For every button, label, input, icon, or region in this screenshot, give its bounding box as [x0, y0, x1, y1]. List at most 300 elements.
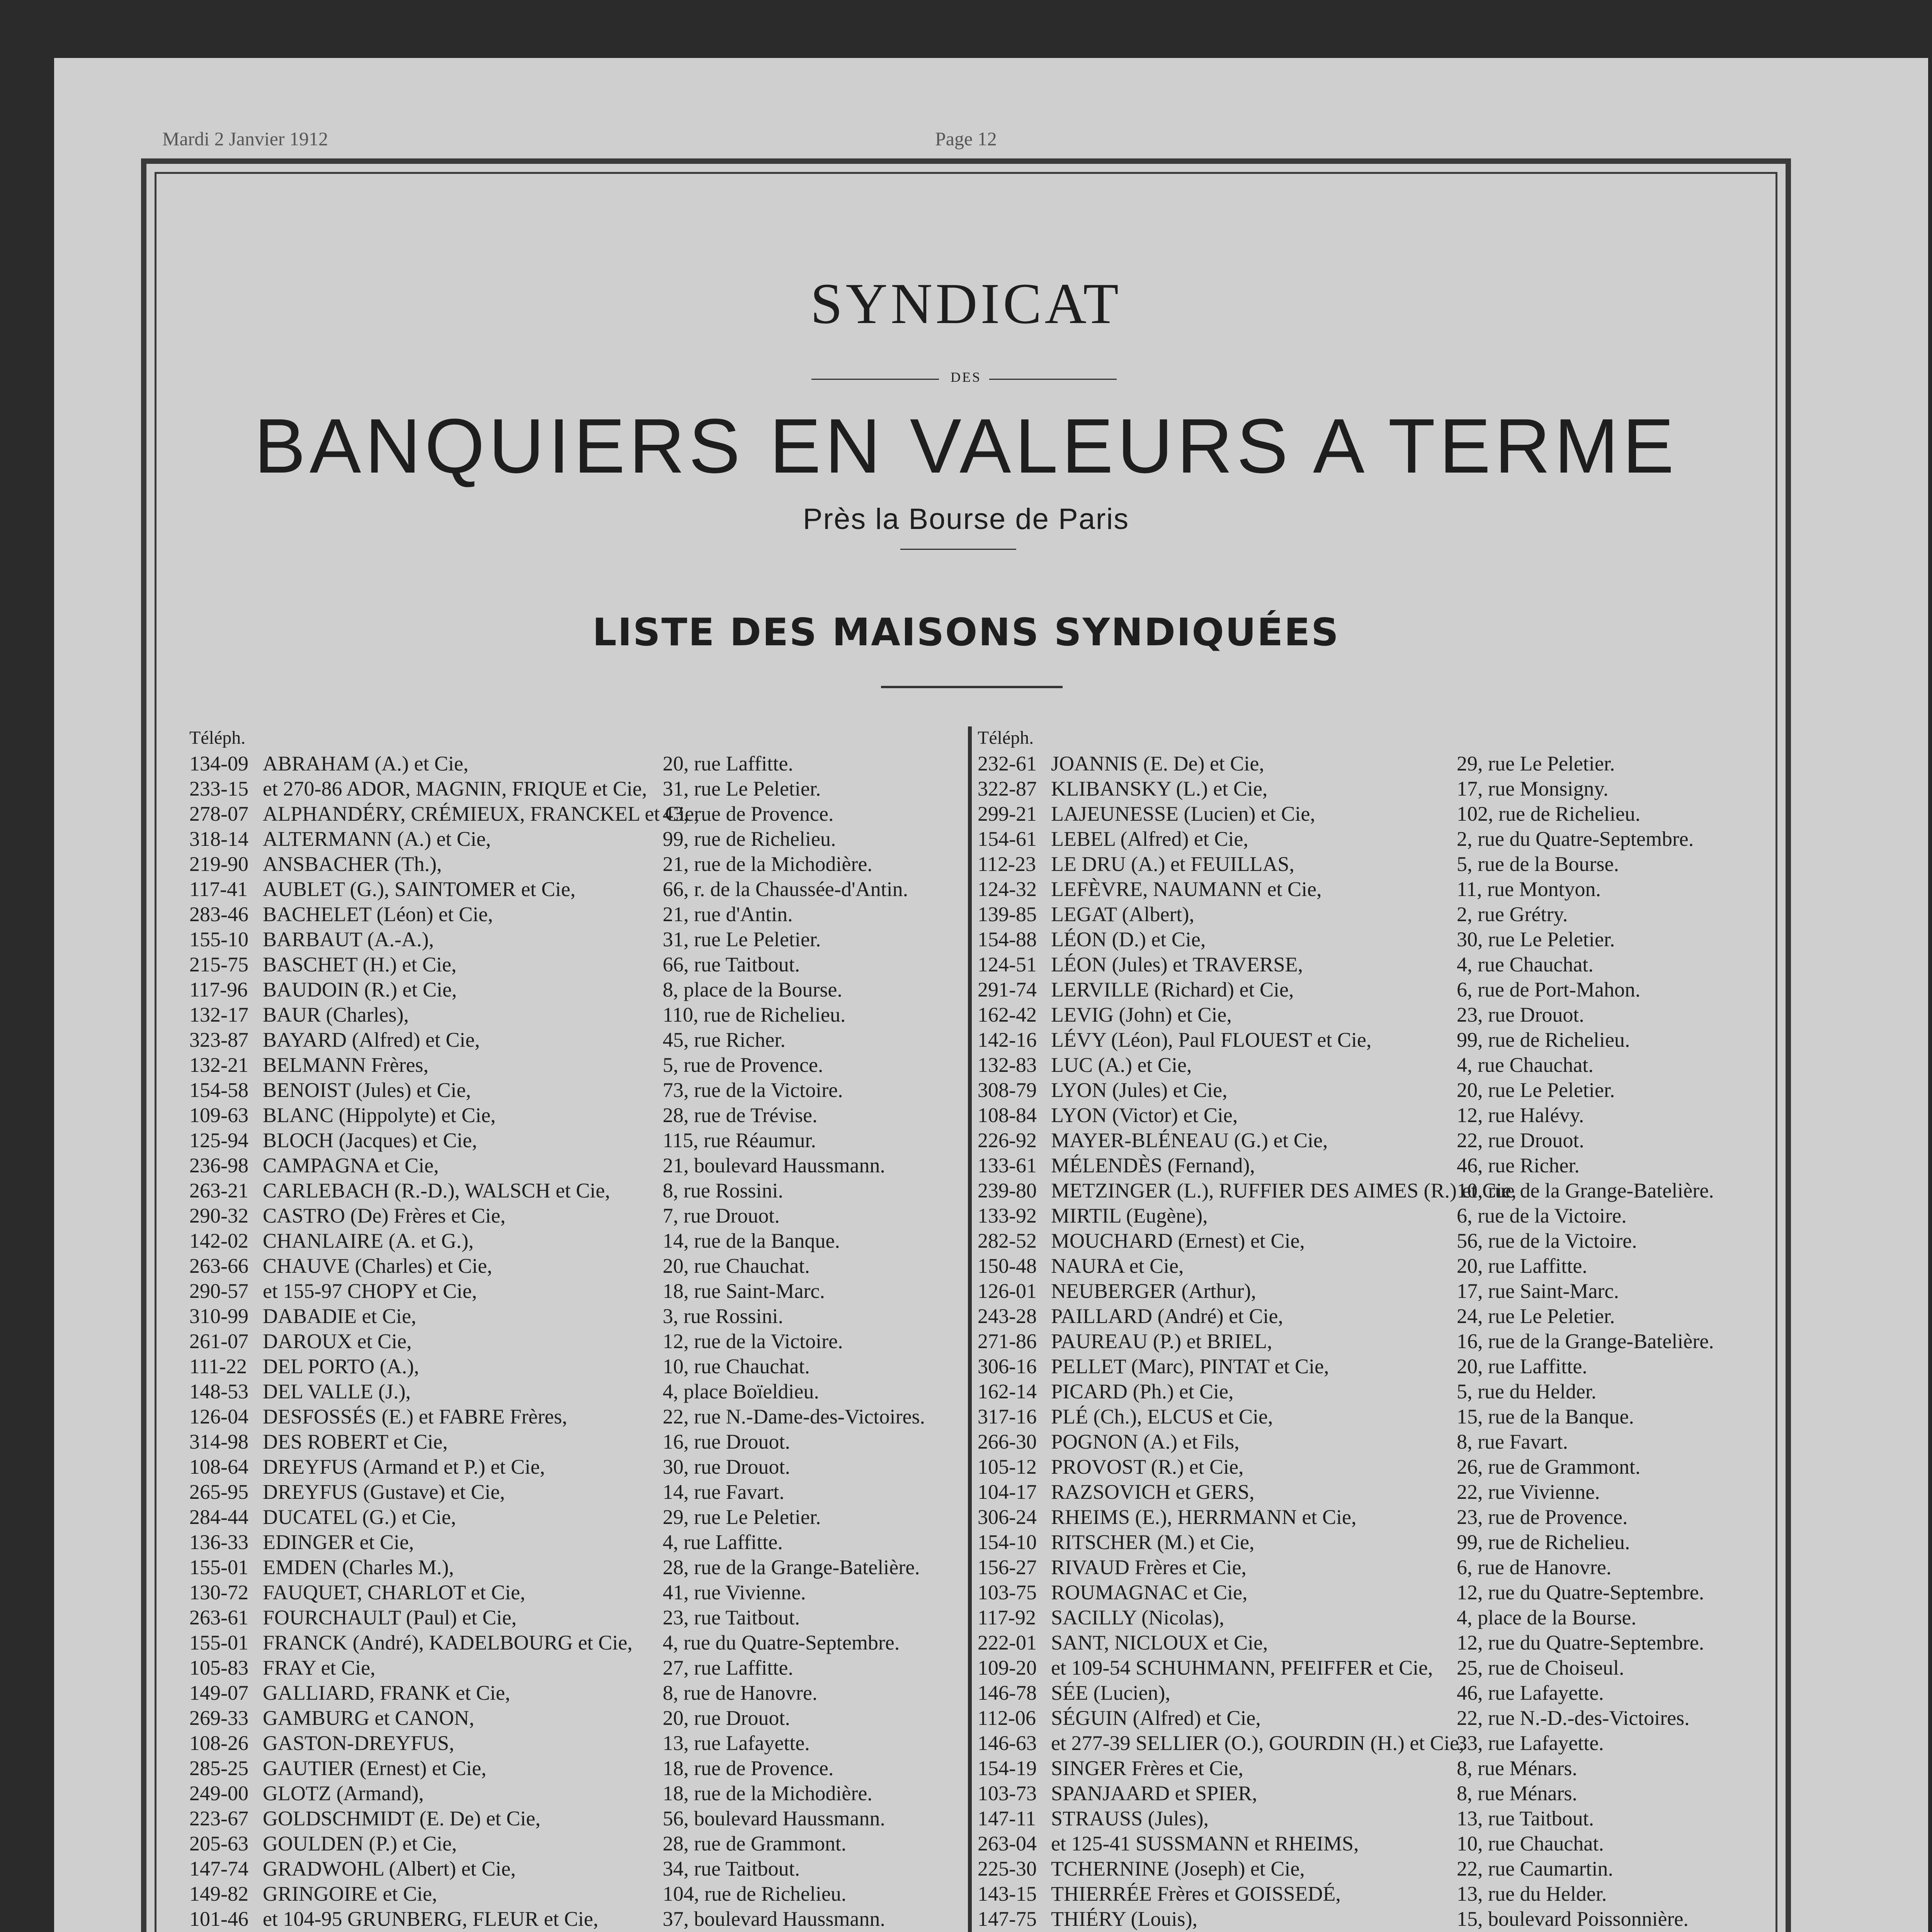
member-row [978, 1078, 1781, 1103]
member-name: SANT, NICLOUX et Cie, [1051, 1631, 1268, 1654]
member-address: 20, rue Laffitte. [1457, 1355, 1587, 1378]
member-address: 21, rue d'Antin. [663, 903, 793, 926]
member-telephone: 290-57 [189, 1279, 248, 1303]
member-row [189, 1505, 951, 1530]
member-address: 15, boulevard Poissonnière. [1457, 1907, 1689, 1930]
member-address: 22, rue Vivienne. [1457, 1480, 1600, 1503]
member-address: 73, rue de la Victoire. [663, 1078, 843, 1102]
member-row [189, 1530, 951, 1555]
member-name: RIVAUD Frères et Cie, [1051, 1556, 1247, 1579]
member-name: LEFÈVRE, NAUMANN et Cie, [1051, 878, 1322, 901]
member-row [978, 902, 1781, 927]
member-name: EDINGER et Cie, [263, 1531, 414, 1554]
member-telephone: 283-46 [189, 903, 248, 926]
member-name: GRINGOIRE et Cie, [263, 1882, 437, 1905]
member-address: 99, rue de Richelieu. [1457, 1028, 1630, 1051]
member-row [189, 801, 951, 827]
member-row [189, 1605, 951, 1630]
member-row [978, 1454, 1781, 1480]
title-rule-right [989, 379, 1117, 380]
member-telephone: 147-74 [189, 1857, 248, 1880]
member-row [189, 1178, 951, 1203]
member-telephone: 318-14 [189, 827, 248, 850]
member-address: 6, rue de Port-Mahon. [1457, 978, 1641, 1001]
member-address: 3, rue Rossini. [663, 1304, 784, 1328]
page-number: Page 12 [935, 128, 997, 150]
member-address: 6, rue de la Victoire. [1457, 1204, 1627, 1227]
member-row [189, 952, 951, 977]
member-address: 30, rue Drouot. [663, 1455, 790, 1478]
member-row [189, 1480, 951, 1505]
member-name: BARBAUT (A.-A.), [263, 928, 434, 951]
member-telephone: 133-61 [978, 1154, 1037, 1177]
member-telephone: 154-58 [189, 1078, 248, 1102]
member-address: 46, rue Richer. [1457, 1154, 1580, 1177]
member-telephone: 139-85 [978, 903, 1037, 926]
member-name: TCHERNINE (Joseph) et Cie, [1051, 1857, 1305, 1880]
title-des: DES [950, 369, 981, 385]
member-name: EMDEN (Charles M.), [263, 1556, 454, 1579]
member-name: LÉON (Jules) et TRAVERSE, [1051, 953, 1303, 976]
member-row [189, 977, 951, 1002]
member-telephone: 323-87 [189, 1028, 248, 1051]
member-address: 8, rue de Hanovre. [663, 1681, 818, 1704]
member-address: 17, rue Monsigny. [1457, 777, 1609, 800]
member-name: ALPHANDÉRY, CRÉMIEUX, FRANCKEL et Cie, [263, 802, 699, 825]
member-telephone: 284-44 [189, 1505, 248, 1529]
member-telephone: 147-75 [978, 1907, 1037, 1930]
member-name: DREYFUS (Armand et P.) et Cie, [263, 1455, 545, 1478]
member-name: et 277-39 SELLIER (O.), GOURDIN (H.) et Cie, [1051, 1731, 1464, 1755]
member-row [189, 776, 951, 801]
member-row [189, 1103, 951, 1128]
member-telephone: 249-00 [189, 1782, 248, 1805]
member-row [189, 1153, 951, 1178]
member-row [189, 1731, 951, 1756]
member-address: 41, rue Vivienne. [663, 1581, 806, 1604]
member-address: 5, rue de Provence. [663, 1053, 823, 1077]
member-telephone: 282-52 [978, 1229, 1037, 1252]
member-name: et 109-54 SCHUHMANN, PFEIFFER et Cie, [1051, 1656, 1433, 1679]
member-row [189, 1002, 951, 1027]
member-address: 31, rue Le Peletier. [663, 777, 821, 800]
member-telephone: 162-14 [978, 1380, 1037, 1403]
member-row [978, 827, 1781, 852]
member-address: 18, rue de Provence. [663, 1757, 834, 1780]
member-address: 12, rue du Quatre-Septembre. [1457, 1631, 1704, 1654]
member-row [978, 1379, 1781, 1404]
member-address: 21, rue de la Michodière. [663, 852, 872, 876]
member-name: LYON (Jules) et Cie, [1051, 1078, 1228, 1102]
member-address: 25, rue de Choiseul. [1457, 1656, 1624, 1679]
member-name: DAROUX et Cie, [263, 1330, 412, 1353]
member-row [189, 877, 951, 902]
member-telephone: 109-63 [189, 1104, 248, 1127]
member-row [978, 1203, 1781, 1228]
member-row [978, 1429, 1781, 1454]
member-name: GASTON-DREYFUS, [263, 1731, 454, 1755]
member-telephone: 306-16 [978, 1355, 1037, 1378]
member-row [978, 1178, 1781, 1203]
member-telephone: 130-72 [189, 1581, 248, 1604]
member-row [189, 1053, 951, 1078]
member-address: 4, rue Chauchat. [1457, 953, 1594, 976]
member-row [978, 1279, 1781, 1304]
member-row [978, 1480, 1781, 1505]
member-name: RITSCHER (M.) et Cie, [1051, 1531, 1255, 1554]
member-telephone: 108-26 [189, 1731, 248, 1755]
member-address: 8, rue Ménars. [1457, 1757, 1577, 1780]
member-address: 28, rue de Grammont. [663, 1832, 847, 1855]
member-name: CASTRO (De) Frères et Cie, [263, 1204, 506, 1227]
member-telephone: 306-24 [978, 1505, 1037, 1529]
member-address: 28, rue de Trévise. [663, 1104, 818, 1127]
member-name: LEBEL (Alfred) et Cie, [1051, 827, 1248, 850]
member-address: 22, rue N.-D.-des-Victoires. [1457, 1706, 1690, 1730]
member-row [978, 1354, 1781, 1379]
member-name: MIRTIL (Eugène), [1051, 1204, 1208, 1227]
member-telephone: 299-21 [978, 802, 1037, 825]
member-name: PROVOST (R.) et Cie, [1051, 1455, 1244, 1478]
member-row [189, 1580, 951, 1605]
member-address: 45, rue Richer. [663, 1028, 786, 1051]
member-telephone: 232-61 [978, 752, 1037, 775]
member-name: BELMANN Frères, [263, 1053, 429, 1077]
member-row [978, 776, 1781, 801]
member-telephone: 155-01 [189, 1631, 248, 1654]
member-telephone: 147-11 [978, 1807, 1036, 1830]
member-address: 23, rue Taitbout. [663, 1606, 800, 1629]
member-row [978, 1706, 1781, 1731]
member-row [189, 1404, 951, 1429]
member-telephone: 149-82 [189, 1882, 248, 1905]
member-row [978, 1756, 1781, 1781]
member-address: 20, rue Chauchat. [663, 1254, 810, 1277]
member-telephone: 132-83 [978, 1053, 1037, 1077]
member-telephone: 124-32 [978, 878, 1037, 901]
member-name: LÉON (D.) et Cie, [1051, 928, 1206, 951]
member-name: PAILLARD (André) et Cie, [1051, 1304, 1283, 1328]
member-telephone: 154-10 [978, 1531, 1037, 1554]
member-name: LEGAT (Albert), [1051, 903, 1194, 926]
member-name: FRANCK (André), KADELBOURG et Cie, [263, 1631, 633, 1654]
member-row [978, 1906, 1781, 1932]
subtitle-rule [900, 549, 1016, 550]
member-name: POGNON (A.) et Fils, [1051, 1430, 1240, 1453]
member-row [189, 1304, 951, 1329]
member-name: SINGER Frères et Cie, [1051, 1757, 1243, 1780]
member-address: 18, rue de la Michodière. [663, 1782, 872, 1805]
member-telephone: 149-07 [189, 1681, 248, 1704]
member-name: LYON (Victor) et Cie, [1051, 1104, 1238, 1127]
member-address: 13, rue du Helder. [1457, 1882, 1607, 1905]
member-telephone: 126-04 [189, 1405, 248, 1428]
member-telephone: 215-75 [189, 953, 248, 976]
member-name: LAJEUNESSE (Lucien) et Cie, [1051, 802, 1315, 825]
member-address: 5, rue du Helder. [1457, 1380, 1597, 1403]
member-row [978, 1555, 1781, 1580]
member-row [189, 852, 951, 877]
member-telephone: 236-98 [189, 1154, 248, 1177]
member-name: DEL VALLE (J.), [263, 1380, 411, 1403]
member-address: 2, rue du Quatre-Septembre. [1457, 827, 1694, 850]
member-name: SÉGUIN (Alfred) et Cie, [1051, 1706, 1261, 1730]
member-address: 4, place de la Bourse. [1457, 1606, 1636, 1629]
member-name: THIÉRY (Louis), [1051, 1907, 1197, 1930]
member-row [978, 751, 1781, 776]
member-telephone: 219-90 [189, 852, 248, 876]
member-name: DES ROBERT et Cie, [263, 1430, 448, 1453]
member-row [978, 1404, 1781, 1429]
member-address: 28, rue de la Grange-Batelière. [663, 1556, 920, 1579]
member-address: 5, rue de la Bourse. [1457, 852, 1619, 876]
member-telephone: 103-75 [978, 1581, 1037, 1604]
member-address: 6, rue de Hanovre. [1457, 1556, 1612, 1579]
member-telephone: 263-21 [189, 1179, 248, 1202]
column-divider [968, 726, 972, 1932]
member-name: GAUTIER (Ernest) et Cie, [263, 1757, 486, 1780]
member-row [189, 1027, 951, 1053]
member-row [978, 1228, 1781, 1253]
member-row [189, 1680, 951, 1706]
member-address: 4, place Boïeldieu. [663, 1380, 819, 1403]
member-telephone: 103-73 [978, 1782, 1037, 1805]
member-address: 4, rue du Quatre-Septembre. [663, 1631, 900, 1654]
column-header-telephone: Téléph. [189, 728, 246, 748]
member-telephone: 148-53 [189, 1380, 248, 1403]
member-address: 14, rue de la Banque. [663, 1229, 840, 1252]
member-name: DEL PORTO (A.), [263, 1355, 419, 1378]
list-heading: LISTE DES MAISONS SYNDIQUÉES [592, 611, 1340, 655]
member-telephone: 269-33 [189, 1706, 248, 1730]
member-name: BAYARD (Alfred) et Cie, [263, 1028, 480, 1051]
member-row [978, 801, 1781, 827]
member-name: LERVILLE (Richard) et Cie, [1051, 978, 1294, 1001]
member-row [189, 1354, 951, 1379]
subtitle-bourse: Près la Bourse de Paris [803, 503, 1129, 536]
member-telephone: 266-30 [978, 1430, 1037, 1453]
member-telephone: 290-32 [189, 1204, 248, 1227]
member-telephone: 265-95 [189, 1480, 248, 1503]
member-telephone: 142-02 [189, 1229, 248, 1252]
member-telephone: 108-84 [978, 1104, 1037, 1127]
member-telephone: 285-25 [189, 1757, 248, 1780]
member-row [189, 1379, 951, 1404]
title-banquiers: BANQUIERS EN VALEURS A TERME [254, 403, 1678, 489]
member-telephone: 314-98 [189, 1430, 248, 1453]
member-telephone: 223-67 [189, 1807, 248, 1830]
members-list-right [978, 726, 1781, 1932]
member-name: GALLIARD, FRANK et Cie, [263, 1681, 510, 1704]
member-name: ALTERMANN (A.) et Cie, [263, 827, 491, 850]
member-telephone: 154-88 [978, 928, 1037, 951]
list-heading-rule [881, 686, 1063, 688]
member-row [978, 1806, 1781, 1831]
member-name: KLIBANSKY (L.) et Cie, [1051, 777, 1268, 800]
member-row [189, 1881, 951, 1906]
member-name: FOURCHAULT (Paul) et Cie, [263, 1606, 517, 1629]
member-row [189, 1429, 951, 1454]
member-name: GLOTZ (Armand), [263, 1782, 424, 1805]
member-address: 22, rue Drouot. [1457, 1129, 1584, 1152]
member-telephone: 291-74 [978, 978, 1037, 1001]
member-address: 33, rue Lafayette. [1457, 1731, 1604, 1755]
member-name: DESFOSSÉS (E.) et FABRE Frères, [263, 1405, 568, 1428]
member-row [189, 927, 951, 952]
member-row [978, 977, 1781, 1002]
member-address: 20, rue Drouot. [663, 1706, 790, 1730]
member-name: MÉLENDÈS (Fernand), [1051, 1154, 1255, 1177]
member-address: 22, rue N.-Dame-des-Victoires. [663, 1405, 925, 1428]
member-row [978, 1881, 1781, 1906]
member-row [978, 1329, 1781, 1354]
member-telephone: 156-27 [978, 1556, 1037, 1579]
member-name: GRADWOHL (Albert) et Cie, [263, 1857, 516, 1880]
member-telephone: 105-83 [189, 1656, 248, 1679]
member-telephone: 310-99 [189, 1304, 248, 1328]
member-name: MAYER-BLÉNEAU (G.) et Cie, [1051, 1129, 1328, 1152]
running-head [162, 128, 1801, 158]
member-address: 102, rue de Richelieu. [1457, 802, 1641, 825]
member-telephone: 317-16 [978, 1405, 1037, 1428]
member-telephone: 146-78 [978, 1681, 1037, 1704]
member-row [978, 1027, 1781, 1053]
member-address: 8, rue Ménars. [1457, 1782, 1577, 1805]
member-address: 104, rue de Richelieu. [663, 1882, 847, 1905]
member-address: 99, rue de Richelieu. [1457, 1531, 1630, 1554]
member-telephone: 126-01 [978, 1279, 1037, 1303]
member-address: 66, rue Taitbout. [663, 953, 800, 976]
member-address: 10, rue de la Grange-Batelière. [1457, 1179, 1714, 1202]
member-name: PAUREAU (P.) et BRIEL, [1051, 1330, 1272, 1353]
member-address: 12, rue de la Victoire. [663, 1330, 843, 1353]
issue-date: Mardi 2 Janvier 1912 [162, 128, 328, 150]
member-address: 56, boulevard Haussmann. [663, 1807, 885, 1830]
member-address: 12, rue Halévy. [1457, 1104, 1584, 1127]
member-row [189, 1781, 951, 1806]
member-telephone: 225-30 [978, 1857, 1037, 1880]
member-telephone: 132-17 [189, 1003, 248, 1026]
member-row [978, 1831, 1781, 1856]
member-row [189, 1655, 951, 1680]
member-telephone: 155-10 [189, 928, 248, 951]
member-row [189, 1128, 951, 1153]
member-address: 20, rue Laffitte. [1457, 1254, 1587, 1277]
member-name: LEVIG (John) et Cie, [1051, 1003, 1232, 1026]
member-address: 29, rue Le Peletier. [1457, 752, 1615, 775]
member-address: 4, rue Chauchat. [1457, 1053, 1594, 1077]
member-row [978, 1002, 1781, 1027]
member-address: 17, rue Saint-Marc. [1457, 1279, 1619, 1303]
member-address: 34, rue Taitbout. [663, 1857, 800, 1880]
member-telephone: 278-07 [189, 802, 248, 825]
member-row [978, 1153, 1781, 1178]
member-name: ABRAHAM (A.) et Cie, [263, 752, 469, 775]
member-name: GOULDEN (P.) et Cie, [263, 1832, 457, 1855]
member-name: CARLEBACH (R.-D.), WALSCH et Cie, [263, 1179, 610, 1202]
member-telephone: 117-41 [189, 878, 248, 901]
member-name: BASCHET (H.) et Cie, [263, 953, 457, 976]
member-name: NAURA et Cie, [1051, 1254, 1184, 1277]
member-telephone: 154-19 [978, 1757, 1037, 1780]
members-list-left [189, 726, 951, 1932]
member-name: DREYFUS (Gustave) et Cie, [263, 1480, 505, 1503]
member-name: BACHELET (Léon) et Cie, [263, 903, 493, 926]
member-telephone: 112-23 [978, 852, 1036, 876]
member-name: CHANLAIRE (A. et G.), [263, 1229, 474, 1252]
member-row [978, 1605, 1781, 1630]
member-name: CAMPAGNA et Cie, [263, 1154, 439, 1177]
member-name: NEUBERGER (Arthur), [1051, 1279, 1256, 1303]
member-row [978, 852, 1781, 877]
member-row [978, 1103, 1781, 1128]
member-address: 31, rue Le Peletier. [663, 928, 821, 951]
member-address: 14, rue Favart. [663, 1480, 784, 1503]
member-telephone: 239-80 [978, 1179, 1037, 1202]
member-name: SÉE (Lucien), [1051, 1681, 1170, 1704]
member-name: LUC (A.) et Cie, [1051, 1053, 1192, 1077]
member-address: 8, rue Rossini. [663, 1179, 784, 1202]
member-address: 18, rue Saint-Marc. [663, 1279, 825, 1303]
member-name: AUBLET (G.), SAINTOMER et Cie, [263, 878, 576, 901]
member-telephone: 263-66 [189, 1254, 248, 1277]
member-telephone: 263-61 [189, 1606, 248, 1629]
member-row [978, 1781, 1781, 1806]
member-row [189, 1279, 951, 1304]
member-telephone: 205-63 [189, 1832, 248, 1855]
member-row [189, 1078, 951, 1103]
member-name: BENOIST (Jules) et Cie, [263, 1078, 471, 1102]
member-row [189, 1706, 951, 1731]
member-row [978, 1304, 1781, 1329]
member-row [189, 1756, 951, 1781]
member-telephone: 222-01 [978, 1631, 1037, 1654]
member-name: SPANJAARD et SPIER, [1051, 1782, 1257, 1805]
member-telephone: 136-33 [189, 1531, 248, 1554]
member-name: DUCATEL (G.) et Cie, [263, 1505, 456, 1529]
member-address: 23, rue Drouot. [1457, 1003, 1584, 1026]
member-row [189, 1806, 951, 1831]
member-row [978, 1630, 1781, 1655]
member-telephone: 112-06 [978, 1706, 1036, 1730]
member-address: 26, rue de Grammont. [1457, 1455, 1641, 1478]
member-name: et 270-86 ADOR, MAGNIN, FRIQUE et Cie, [263, 777, 647, 800]
member-telephone: 142-16 [978, 1028, 1037, 1051]
title-rule-left [811, 379, 939, 380]
member-telephone: 133-92 [978, 1204, 1037, 1227]
member-name: MOUCHARD (Ernest) et Cie, [1051, 1229, 1305, 1252]
member-address: 110, rue de Richelieu. [663, 1003, 846, 1026]
member-address: 37, boulevard Haussmann. [663, 1907, 885, 1930]
member-telephone: 125-94 [189, 1129, 248, 1152]
member-row [189, 1630, 951, 1655]
member-row [189, 902, 951, 927]
member-telephone: 322-87 [978, 777, 1037, 800]
member-telephone: 124-51 [978, 953, 1037, 976]
title-syndicat: SYNDICAT [810, 272, 1122, 336]
member-address: 15, rue de la Banque. [1457, 1405, 1634, 1428]
member-name: ROUMAGNAC et Cie, [1051, 1581, 1248, 1604]
member-row [189, 751, 951, 776]
member-address: 20, rue Le Peletier. [1457, 1078, 1615, 1102]
member-address: 20, rue Laffitte. [663, 752, 793, 775]
member-address: 16, rue Drouot. [663, 1430, 790, 1453]
member-name: FAUQUET, CHARLOT et Cie, [263, 1581, 526, 1604]
member-address: 115, rue Réaumur. [663, 1129, 816, 1152]
member-address: 23, rue de Provence. [1457, 1505, 1628, 1529]
member-row [189, 1329, 951, 1354]
member-telephone: 111-22 [189, 1355, 247, 1378]
